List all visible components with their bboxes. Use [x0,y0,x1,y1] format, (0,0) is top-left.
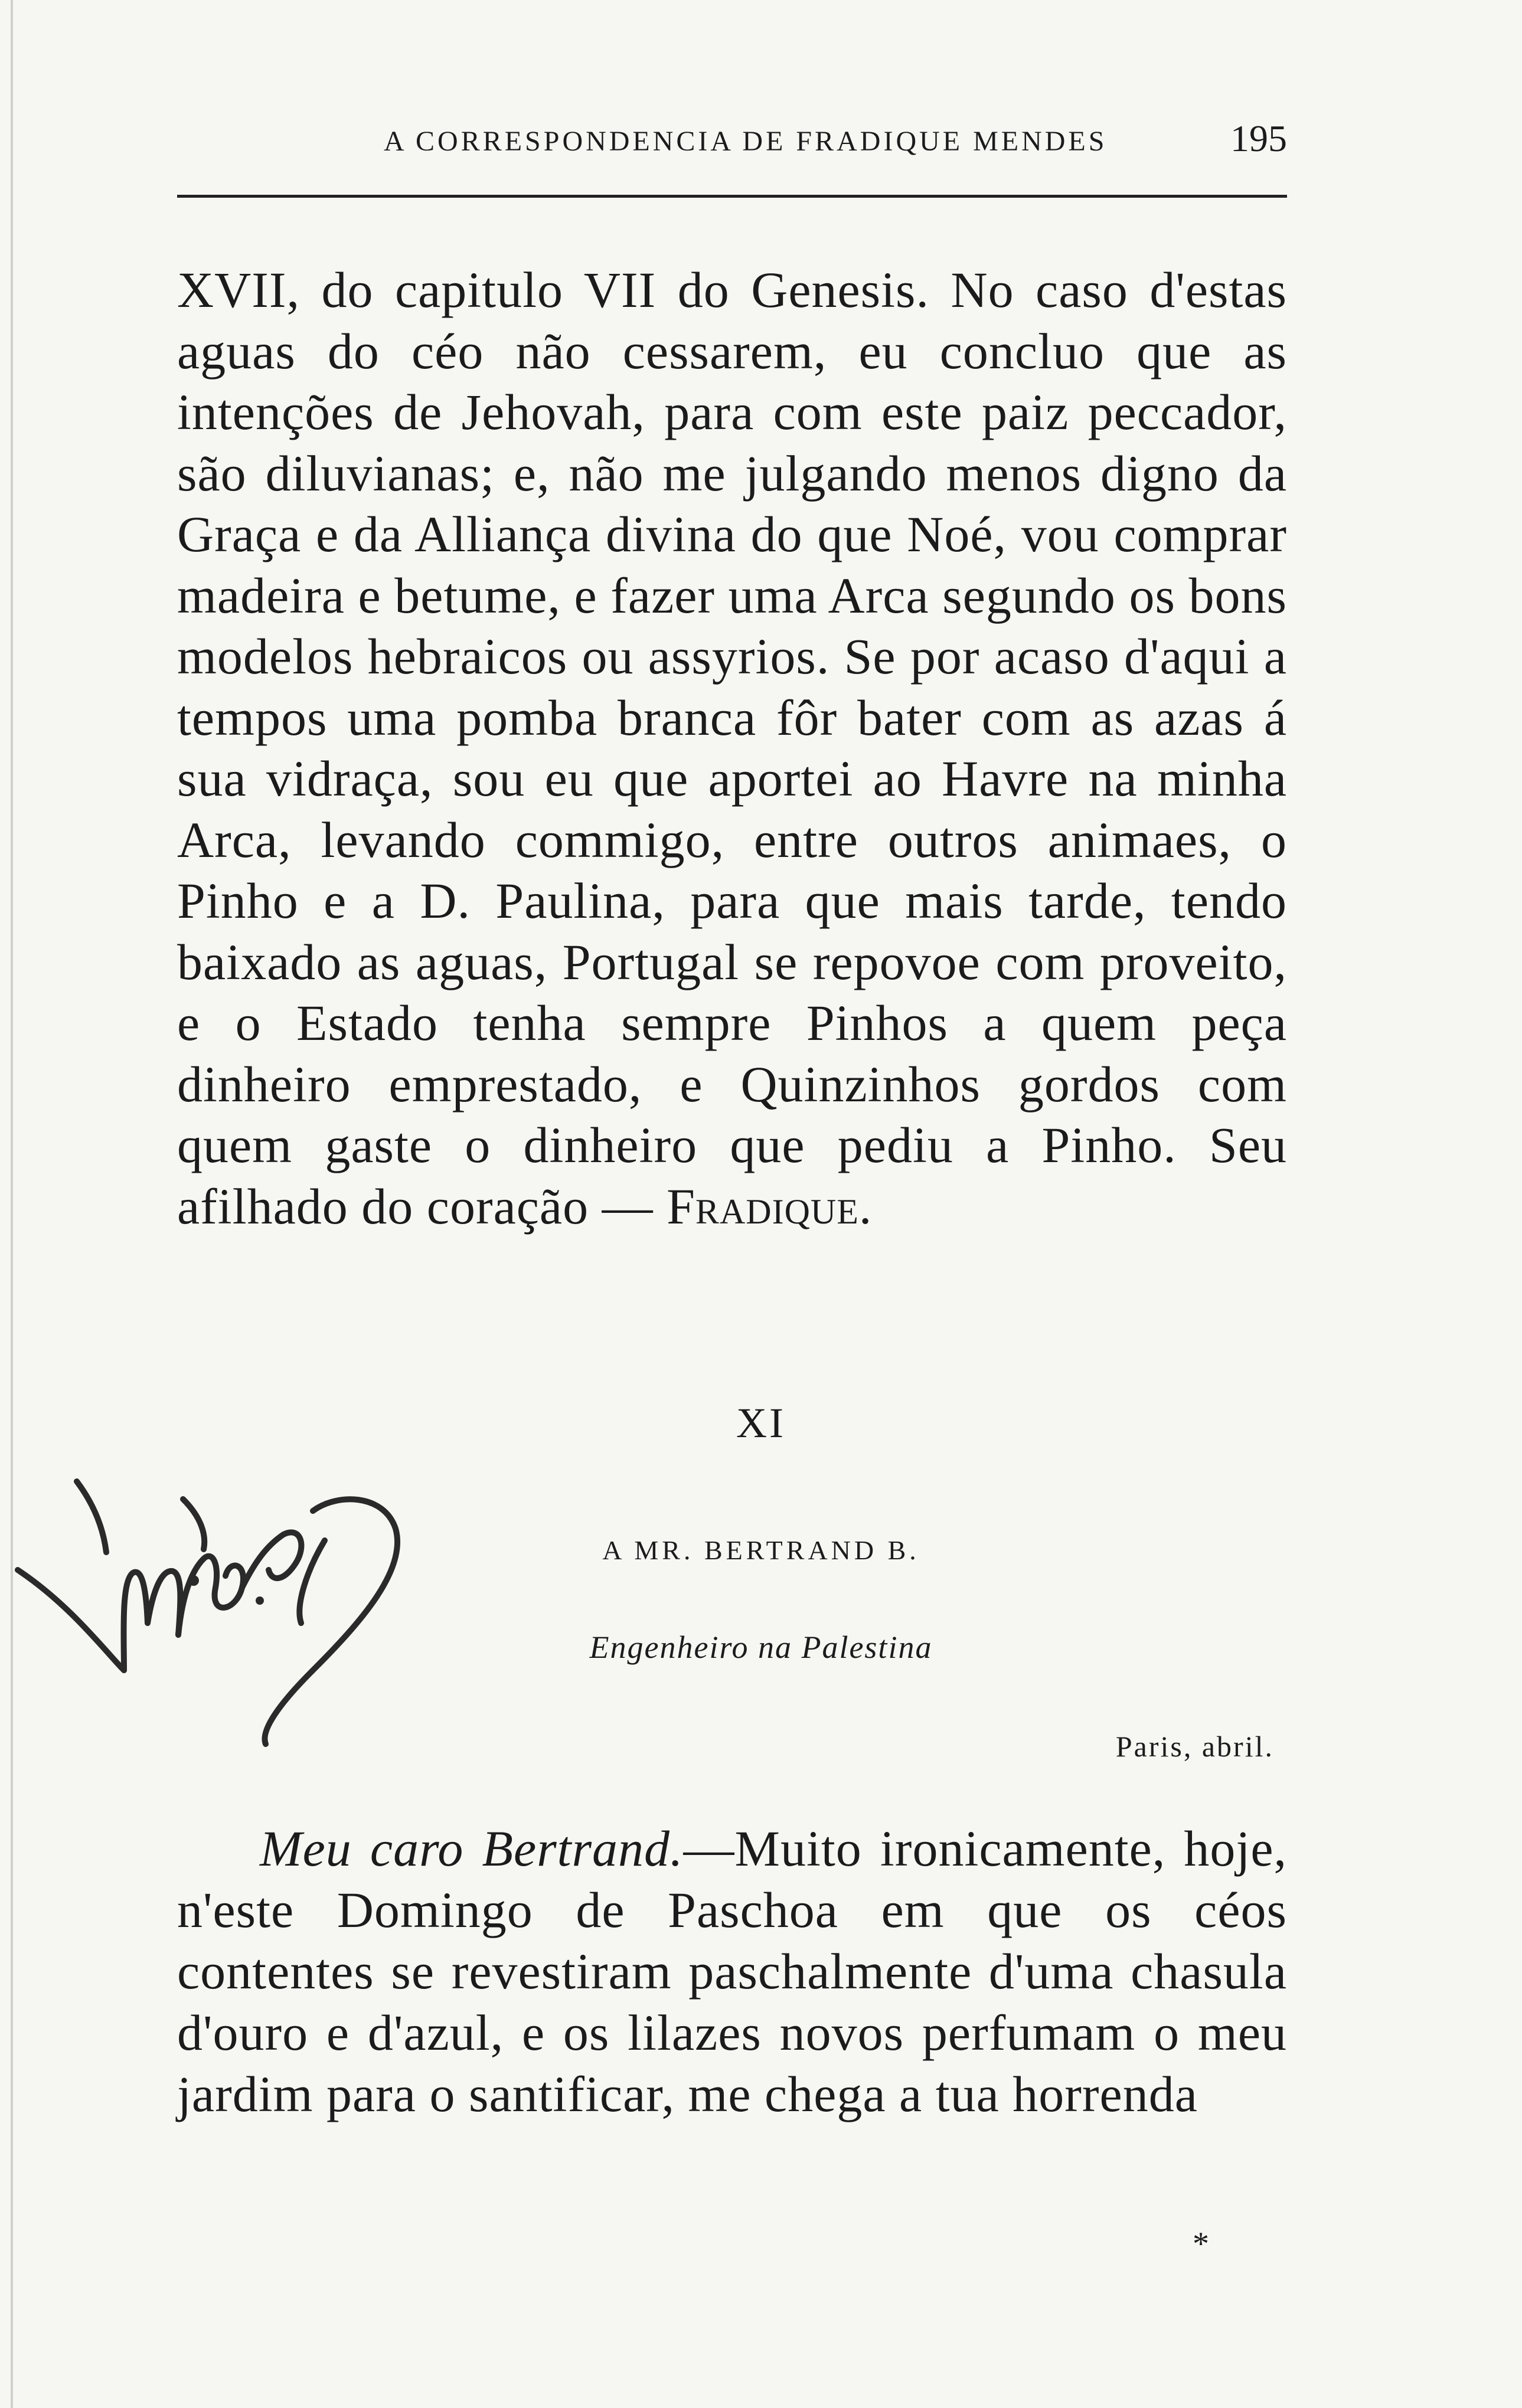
body-paragraph [177,260,1287,1237]
letter-dateline: Paris, abril. [1115,1730,1274,1763]
page-number: 195 [1230,117,1287,159]
signature-fradique: Fradique. [667,1177,873,1235]
running-head [177,112,1299,165]
chapter-number: XI [736,1399,786,1447]
running-title: A CORRESPONDENCIA DE FRADIQUE MENDES [384,126,1108,157]
addressee-role: Engenheiro na Palestina [589,1630,933,1665]
body-text: XVII, do capitulo VII do Genesis. No caso d'estas aguas do céo não cessarem, eu concluo que as intenções de Jehovah, para com este paiz peccador, são diluvianas; e, não me julgando menos digno da Graça e da Alliança divina do que Noé, vou comprar madeira e betume, e fazer uma Arca segundo os bons modelos hebraicos ou assyrios. Se por acaso d'aqui a tempos uma pomba branca fôr bater com as azas á sua vidraça, sou eu que aportei ao Havre na minha Arca, levando commigo, entre outros animaes, o Pinho e a D. Paulina, para que mais tarde, tendo baixado as aguas, Portugal se repovoe com proveito, e o Estado tenha sempre Pinhos a quem peça dinheiro emprestado, e Quinzinhos gordos com quem gaste o dinheiro que pediu a Pinho. Seu afilhado do coração — [177,261,1287,1235]
letter-salutation: Meu caro Bertrand. [260,1820,684,1877]
handwritten-signature-stamp-icon [6,1446,431,1753]
header-rule [177,195,1287,198]
letter-body: —Muito ironicamente, hoje, n'este Domingo de Paschoa em que os céos contentes se revestiram paschalmente d'uma chasula d'ouro e d'azul, e os lilazes novos perfumam o meu jardim para o santificar, me chega a tua horrenda [177,1820,1287,2122]
page-edge [11,0,13,2408]
letter-addressee: A MR. BERTRAND B. [602,1535,920,1565]
signature-mark: * [1193,2226,1209,2262]
letter-paragraph [177,1818,1287,2125]
